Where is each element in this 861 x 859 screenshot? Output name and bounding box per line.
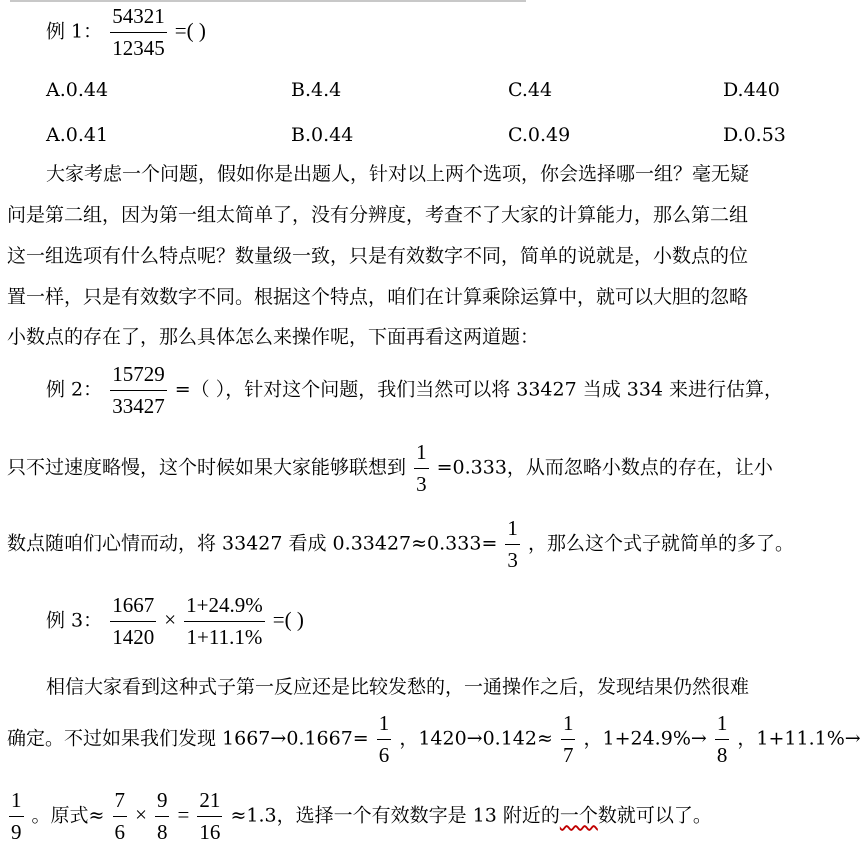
text-run: 数点随咱们心情而动，将 33427 看成 0.33427≈0.333= — [7, 532, 498, 555]
text-run: 数就可以了。 — [597, 804, 712, 827]
times-sign: × — [135, 802, 147, 827]
paragraph-2-line-2 — [7, 711, 861, 768]
fraction-numerator: 54321 — [112, 4, 165, 28]
fraction — [9, 788, 24, 845]
option-b: B.0.44 — [291, 124, 354, 146]
fraction-one-third — [505, 516, 520, 573]
equals-sign: = — [177, 802, 190, 827]
fraction-numerator: 7 — [114, 788, 126, 812]
option-a: A.0.41 — [46, 124, 109, 146]
fraction-numerator: 9 — [156, 788, 168, 812]
fraction-denominator: 3 — [414, 468, 429, 497]
example-2-line-3 — [7, 516, 794, 573]
fraction-numerator: 1667 — [112, 593, 155, 617]
example-1-label: 例 1： — [46, 20, 103, 43]
fraction-denominator: 1+11.1% — [184, 621, 265, 650]
text-run: ≈1.3，选择一个有效数字是 13 附近的 — [230, 804, 560, 827]
example-3-fraction-b — [184, 593, 265, 650]
paragraph-2-line-1: 相信大家看到这种式子第一反应还是比较发愁的，一通操作之后，发现结果仍然很难 — [46, 676, 750, 698]
example-3-tail: =( ) — [272, 607, 304, 632]
fraction-numerator: 1 — [11, 788, 22, 812]
fraction-denominator: 33427 — [110, 390, 167, 419]
fraction-denominator: 12345 — [110, 32, 167, 61]
fraction-numerator: 21 — [199, 788, 221, 812]
fraction — [113, 788, 128, 845]
example-1-fraction — [110, 4, 167, 61]
example-2-row — [46, 362, 783, 419]
option-d: D.440 — [723, 79, 780, 101]
fraction-denominator: 6 — [377, 739, 392, 768]
text-run: ，1+11.1%→ — [737, 727, 861, 750]
fraction-one-third — [414, 440, 429, 497]
option-b: B.4.4 — [291, 79, 342, 101]
option-c: C.0.49 — [508, 124, 571, 146]
example-2-label: 例 2： — [46, 378, 103, 401]
text-run: ，1420→0.142≈ — [399, 727, 553, 750]
example-2-line-2 — [7, 440, 773, 497]
fraction — [561, 711, 576, 768]
fraction-numerator: 1 — [416, 440, 427, 464]
fraction — [197, 788, 222, 845]
text-run: 只不过速度略慢，这个时候如果大家能够联想到 — [7, 456, 407, 479]
paragraph-line: 置一样，只是有效数字不同。根据这个特点，咱们在计算乘除运算中，就可以大胆的忽略 — [7, 286, 749, 308]
fraction-numerator: 1 — [378, 711, 390, 735]
example-2-fraction — [110, 362, 167, 419]
times-sign: × — [164, 607, 177, 632]
paragraph-line: 小数点的存在了，那么具体怎么来操作呢，下面再看这两道题： — [7, 326, 540, 348]
text-run: ，1+24.9%→ — [583, 727, 707, 750]
text-run: 确定。不过如果我们发现 1667→0.1667= — [7, 727, 369, 750]
text-run: 。原式≈ — [31, 804, 105, 827]
fraction-numerator: 15729 — [112, 362, 165, 386]
option-a: A.0.44 — [46, 79, 109, 101]
fraction-denominator: 1420 — [110, 621, 156, 650]
text-run: ，那么这个式子就简单的多了。 — [527, 532, 794, 555]
fraction-numerator: 1+24.9% — [186, 593, 263, 617]
option-c: C.44 — [508, 79, 553, 101]
example-1-row — [46, 4, 206, 61]
fraction-denominator: 16 — [197, 816, 222, 845]
example-3-row — [46, 593, 304, 650]
fraction-denominator: 3 — [505, 544, 520, 573]
example-3-fraction-a — [110, 593, 156, 650]
fraction — [155, 788, 170, 845]
fraction — [377, 711, 392, 768]
option-d: D.0.53 — [723, 124, 786, 146]
example-2-tail: =（ ），针对这个问题，我们当然可以将 33427 当成 334 来进行估算， — [174, 378, 784, 401]
paragraph-line: 问是第二组，因为第一组太简单了，没有分辨度，考查不了大家的计算能力，那么第二组 — [7, 204, 749, 226]
fraction-denominator: 6 — [113, 816, 128, 845]
fraction-numerator: 1 — [562, 711, 574, 735]
fraction-denominator: 8 — [155, 816, 170, 845]
paragraph-line: 这一组选项有什么特点呢？数量级一致，只是有效数字不同，简单的说就是，小数点的位 — [7, 245, 749, 267]
fraction — [715, 711, 730, 768]
fraction-denominator: 7 — [561, 739, 576, 768]
paragraph-line: 大家考虑一个问题，假如你是出题人，针对以上两个选项，你会选择哪一组？毫无疑 — [46, 163, 750, 185]
text-run: =0.333，从而忽略小数点的存在，让小 — [436, 456, 773, 479]
paragraph-2-line-3 — [7, 788, 712, 845]
top-rule — [10, 0, 526, 2]
example-3-label: 例 3： — [46, 609, 103, 632]
fraction-numerator: 1 — [507, 516, 518, 540]
fraction-numerator: 1 — [716, 711, 728, 735]
spellcheck-marked-text: 一个 — [559, 804, 598, 827]
example-1-tail: =( ) — [174, 18, 206, 43]
fraction-denominator: 9 — [9, 816, 24, 845]
fraction-denominator: 8 — [715, 739, 730, 768]
